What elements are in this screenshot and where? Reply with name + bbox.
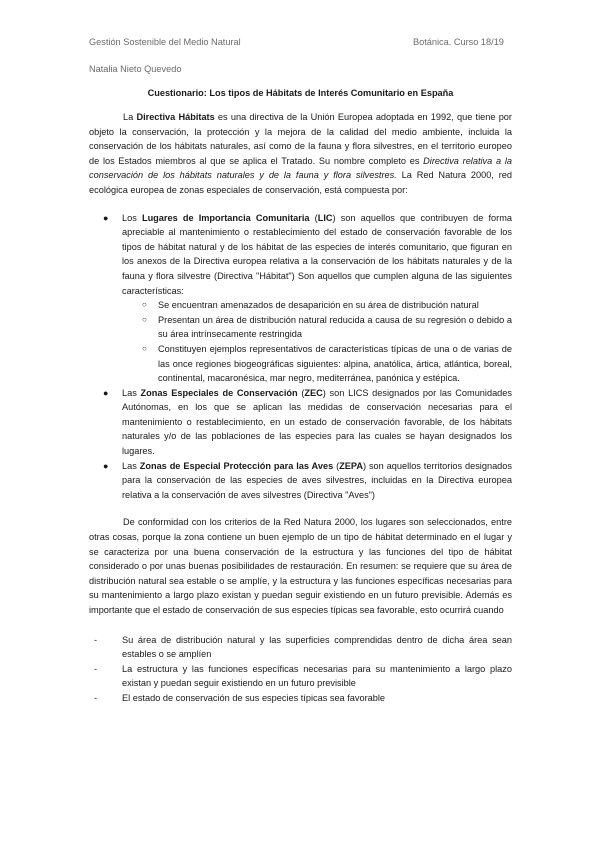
zec-pre: Las <box>122 387 141 398</box>
zec-mid: ( <box>297 387 305 398</box>
intro-text-2: es una directiva de la Unión Europea adoptada en 1992, que tiene por objeto la conservación, la protección y la mejora de la calidad del medio ambiente, incluida la conservación de los hábitats naturales, así como de la fauna y flora silvestres, en el territorio europeo de los Estados miembros al que se aplica el Tratado. Su nombre completo es <box>89 112 512 166</box>
list-subitem <box>89 298 512 313</box>
intro-term: Directiva Hábitats <box>136 112 215 122</box>
zec-abbr: ZEC <box>304 387 323 398</box>
subitem-text: Se encuentran amenazados de desaparición en su área de distribución natural <box>158 300 479 311</box>
header-subject: Botánica. Curso 18/19 <box>413 37 504 47</box>
zepa-abbr: ZEPA <box>339 460 363 471</box>
list-subitem <box>89 313 512 342</box>
bullet-icon: ● <box>103 460 109 471</box>
zepa-term: Zonas de Especial Protección para las Aves <box>139 460 334 471</box>
bullet-list <box>89 211 512 503</box>
list-item-zec <box>89 386 512 459</box>
subitem-text: Presentan un área de distribución natural reducida a causa de su regresión o debido a su área intrínsecamente restringida <box>158 314 512 340</box>
dash-item-text: Su área de distribución natural y las superficies comprendidas dentro de dicha área sean estables o se amplíen <box>122 634 512 660</box>
dash-item <box>89 691 512 706</box>
lic-pre: Los <box>122 212 142 223</box>
lic-mid: ( <box>309 212 318 223</box>
lic-abbr: LIC <box>317 212 333 223</box>
lic-term: Lugares de Importancia Comunitaria <box>141 212 310 223</box>
zec-term: Zonas Especiales de Conservación <box>140 387 298 398</box>
zepa-mid: ( <box>333 460 340 471</box>
dash-item <box>89 633 512 662</box>
intro-fullname: Directiva relativa a la conservación de los hábitats naturales y de la fauna y flora silvestres. <box>89 155 512 181</box>
lic-text: ) son aquellos que contribuyen de forma apreciable al mantenimiento o restablecimiento del estado de conservación favorable de los tipos de hábitat natural y de los hábitat de las especies de interés comunitario, que figuran en los anexos de la Directiva europea relativa a la conservación de los hábitats naturales y de la fauna y flora silvestre (Directiva "Hábitat") Son aquellos que cumplen alguna de las siguientes características: <box>122 212 512 296</box>
page-title: Cuestionario: Los tipos de Hábitats de Interés Comunitario en España <box>147 88 454 98</box>
zepa-text: ) son aquellos territorios designados para la conservación de las especies de aves silvestres, incluidas en la Directiva europea relativa a la conservación de aves silvestres (Directiva "Aves") <box>122 460 512 500</box>
criteria-paragraph: De conformidad con los criterios de la Red Natura 2000, los lugares son seleccionados, entre otras cosas, porque la zona contiene un buen ejemplo de un tipo de hábitat determinado en el lugar y se caracteriza por una buena conservación de la estructura y las funciones del tipo de hábitat considerado o por unas buenas posibilidades de restauración. En resumen: se requiere que su área de distribución natural sea estable o se amplíe, y la estructura y las funciones específicas necesarias para su mantenimiento a largo plazo existan y puedan seguir existiendo en un futuro previsible. Además es importante que el estado de conservación de sus especies típicas sea favorable, esto ocurrirá cuando <box>89 517 512 615</box>
circle-bullet-icon: ○ <box>142 300 147 310</box>
subitem-text: Constituyen ejemplos representativos de características típicas de una o de varias de las once regiones biogeográficas siguientes: alpina, anatólica, ártica, atlántica, boreal, continental, macaronésica, mar negro, mediterránea, panónica y estépica. <box>158 343 512 384</box>
dash-item <box>89 662 512 691</box>
list-item-lic <box>89 211 512 299</box>
bullet-icon: ● <box>103 387 109 398</box>
intro-text-3: La Red Natura 2000, red ecológica europea de zonas especiales de conservación, está compuesta por: <box>89 170 512 195</box>
bullet-icon: ● <box>103 212 109 223</box>
header-author: Natalia Nieto Quevedo <box>89 64 182 74</box>
dash-icon: - <box>94 663 98 674</box>
intro-text-1: La <box>123 112 137 122</box>
zepa-pre: Las <box>122 460 140 471</box>
dash-item-text: El estado de conservación de sus especies típicas sea favorable <box>122 692 386 703</box>
circle-bullet-icon: ○ <box>142 343 147 353</box>
list-item-zepa <box>89 459 512 503</box>
circle-bullet-icon: ○ <box>142 314 147 324</box>
dash-item-text: La estructura y las funciones específicas necesarias para su mantenimiento a largo plazo existan y puedan seguir existiendo en un futuro previsible <box>122 663 512 689</box>
dash-icon: - <box>94 692 98 703</box>
dash-list <box>89 633 512 706</box>
header-course: Gestión Sostenible del Medio Natural <box>89 37 241 47</box>
zec-text: ) son LICS designados por las Comunidades Autónomas, en los que se aplican las medidas de conservación necesarias para el mantenimiento o restablecimiento, en un estado de conservación favorable, de los hábitats naturales y/o de las poblaciones de las especies para las cuales se hayan designados los lugares. <box>122 387 512 457</box>
document-body <box>89 110 512 706</box>
list-subitem <box>89 342 512 386</box>
intro-paragraph <box>89 110 512 198</box>
dash-icon: - <box>94 634 98 645</box>
